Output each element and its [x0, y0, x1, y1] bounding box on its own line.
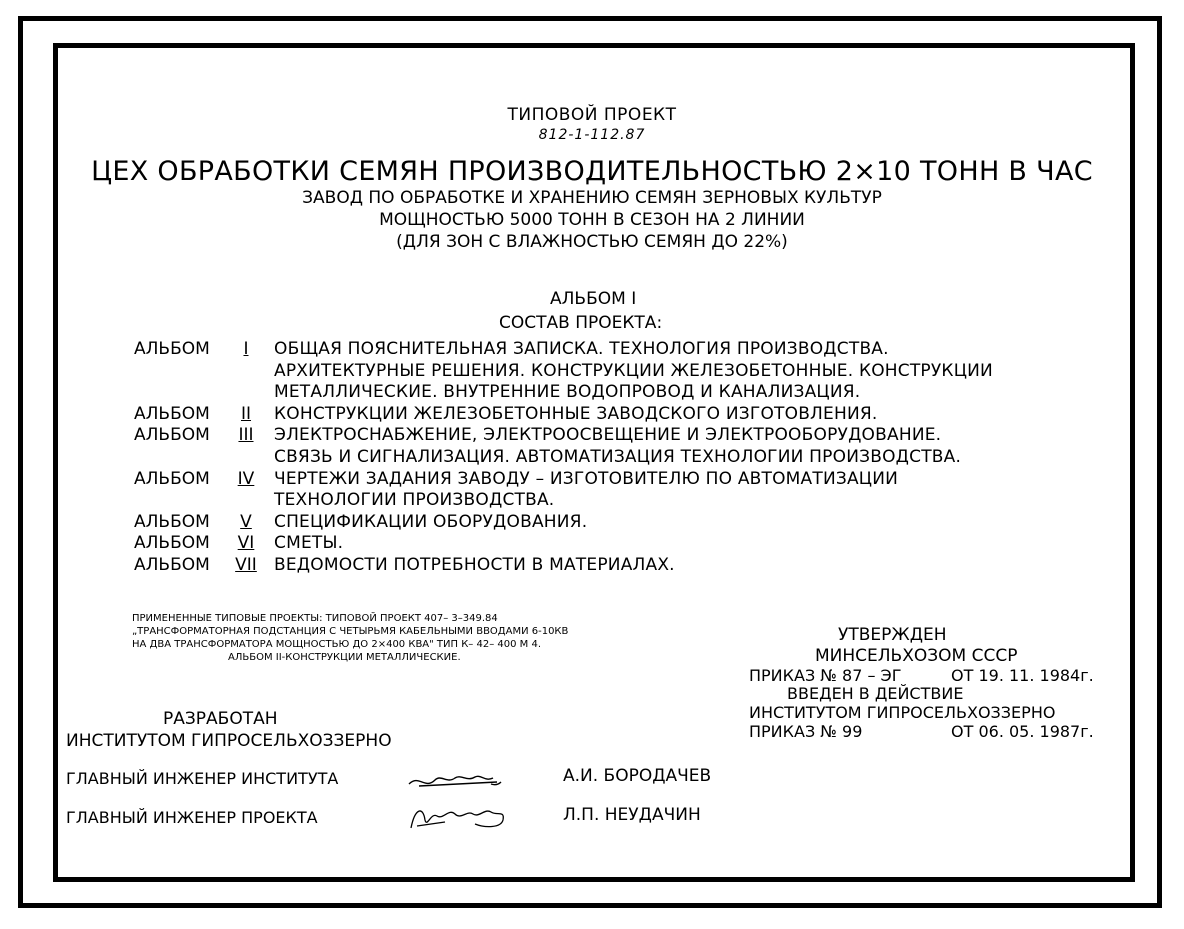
approval-order-2-date: ОТ 06. 05. 1987г. [951, 722, 1094, 741]
document-title: ЦЕХ ОБРАБОТКИ СЕМЯН ПРОИЗВОДИТЕЛЬНОСТЬЮ 2×10 ТОНН В ЧАС [91, 156, 1093, 187]
signature-role-chief-institute: ГЛАВНЫЙ ИНЖЕНЕР ИНСТИТУТА [66, 769, 339, 788]
approval-ministry: МИНСЕЛЬХОЗОМ СССР [815, 646, 1018, 666]
approval-order-1: ПРИКАЗ № 87 – ЭГ [749, 666, 902, 685]
subtitle-line-2: МОЩНОСТЬЮ 5000 ТОНН В СЕЗОН НА 2 ЛИНИИ [379, 210, 805, 230]
signature-mark-chief-project [405, 798, 515, 838]
album-description: МЕТАЛЛИЧЕСКИЕ. ВНУТРЕННИЕ ВОДОПРОВОД И КАНАЛИЗАЦИЯ. [274, 382, 861, 403]
composition-heading: СОСТАВ ПРОЕКТА: [499, 313, 663, 333]
album-number: I [243, 339, 249, 359]
album-label: АЛЬБОМ [134, 425, 210, 446]
album-number: V [240, 511, 252, 532]
album-heading: АЛЬБОМ I [550, 289, 637, 309]
album-number: VI [237, 533, 255, 554]
signature-name-chief-institute: А.И. БОРОДАЧЕВ [563, 766, 712, 786]
album-number: VII [235, 554, 257, 575]
project-number: 812-1-112.87 [538, 127, 646, 143]
album-number: III [238, 425, 254, 446]
signature-mark-chief-institute [405, 760, 515, 796]
project-type-label: ТИПОВОЙ ПРОЕКТ [507, 105, 677, 125]
applied-projects-line-3: НА ДВА ТРАНСФОРМАТОРА МОЩНОСТЬЮ ДО 2×400 КВА" ТИП К– 42– 400 М 4. [132, 639, 542, 650]
album-label: АЛЬБОМ [134, 468, 210, 489]
album-description: ТЕХНОЛОГИИ ПРОИЗВОДСТВА. [274, 490, 555, 511]
album-description: СПЕЦИФИКАЦИИ ОБОРУДОВАНИЯ. [274, 511, 588, 532]
album-number: IV [237, 468, 255, 489]
album-description: ОБЩАЯ ПОЯСНИТЕЛЬНАЯ ЗАПИСКА. ТЕХНОЛОГИЯ ПРОИЗВОДСТВА. [274, 339, 889, 359]
album-label: АЛЬБОМ [134, 511, 210, 532]
album-number: II [240, 403, 252, 424]
approved-label: УТВЕРЖДЕН [838, 625, 947, 645]
album-label: АЛЬБОМ [134, 533, 210, 554]
subtitle-line-3: (ДЛЯ ЗОН С ВЛАЖНОСТЬЮ СЕМЯН ДО 22%) [396, 232, 788, 252]
approval-order-1-date: ОТ 19. 11. 1984г. [951, 666, 1094, 685]
signature-role-chief-project: ГЛАВНЫЙ ИНЖЕНЕР ПРОЕКТА [66, 808, 318, 827]
applied-projects-line-2: „ТРАНСФОРМАТОРНАЯ ПОДСТАНЦИЯ С ЧЕТЫРЬМЯ КАБЕЛЬНЫМИ ВВОДАМИ 6-10КВ [132, 626, 569, 637]
enacted-by-institute: ИНСТИТУТОМ ГИПРОСЕЛЬХОЗЗЕРНО [749, 703, 1056, 722]
approval-order-2: ПРИКАЗ № 99 [749, 722, 863, 741]
subtitle-line-1: ЗАВОД ПО ОБРАБОТКЕ И ХРАНЕНИЮ СЕМЯН ЗЕРНОВЫХ КУЛЬТУР [302, 188, 882, 208]
enacted-label: ВВЕДЕН В ДЕЙСТВИЕ [787, 684, 964, 703]
album-description: СВЯЗЬ И СИГНАЛИЗАЦИЯ. АВТОМАТИЗАЦИЯ ТЕХНОЛОГИИ ПРОИЗВОДСТВА. [274, 446, 962, 467]
album-description: АРХИТЕКТУРНЫЕ РЕШЕНИЯ. КОНСТРУКЦИИ ЖЕЛЕЗОБЕТОННЫЕ. КОНСТРУКЦИИ [274, 360, 993, 381]
album-description: СМЕТЫ. [274, 533, 344, 554]
album-description: ЭЛЕКТРОСНАБЖЕНИЕ, ЭЛЕКТРООСВЕЩЕНИЕ И ЭЛЕКТРООБОРУДОВАНИЕ. [274, 425, 942, 446]
developed-institute: ИНСТИТУТОМ ГИПРОСЕЛЬХОЗЗЕРНО [66, 731, 392, 751]
developed-label: РАЗРАБОТАН [163, 709, 278, 729]
applied-projects-line-4: АЛЬБОМ II-КОНСТРУКЦИИ МЕТАЛЛИЧЕСКИЕ. [228, 652, 461, 663]
album-description: КОНСТРУКЦИИ ЖЕЛЕЗОБЕТОННЫЕ ЗАВОДСКОГО ИЗГОТОВЛЕНИЯ. [274, 403, 878, 424]
album-label: АЛЬБОМ [134, 339, 210, 359]
album-description: ВЕДОМОСТИ ПОТРЕБНОСТИ В МАТЕРИАЛАХ. [274, 554, 675, 575]
applied-projects-line-1: ПРИМЕНЕННЫЕ ТИПОВЫЕ ПРОЕКТЫ: ТИПОВОЙ ПРОЕКТ 407– 3–349.84 [132, 613, 498, 624]
album-description: ЧЕРТЕЖИ ЗАДАНИЯ ЗАВОДУ – ИЗГОТОВИТЕЛЮ ПО АВТОМАТИЗАЦИИ [274, 468, 899, 489]
album-label: АЛЬБОМ [134, 554, 210, 575]
album-label: АЛЬБОМ [134, 403, 210, 424]
signature-name-chief-project: Л.П. НЕУДАЧИН [563, 805, 701, 825]
